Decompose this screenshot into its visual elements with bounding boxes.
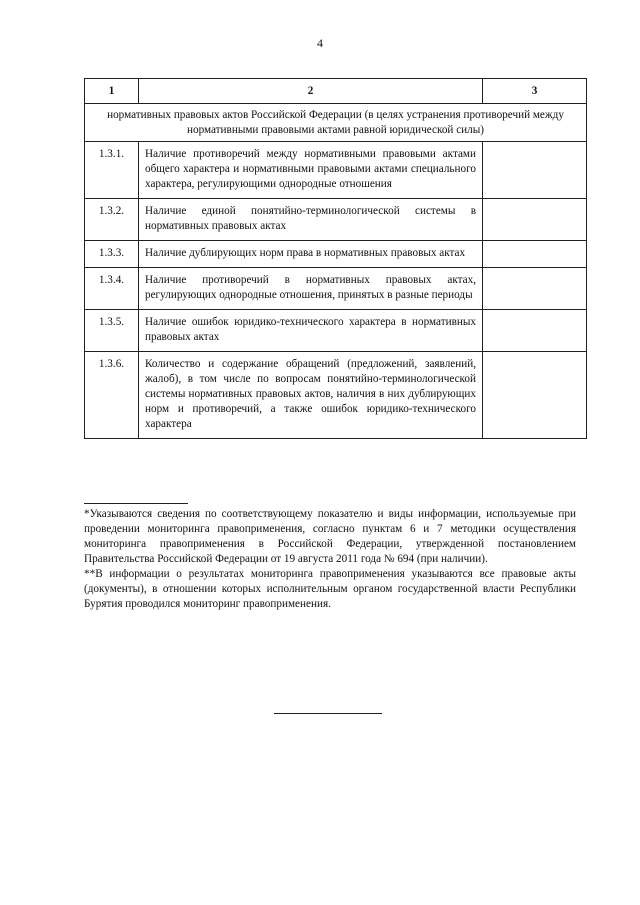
table-row xyxy=(85,142,587,199)
column-header-1: 1 xyxy=(85,79,139,104)
column-header-2: 2 xyxy=(139,79,483,104)
row-description: Наличие противоречий в нормативных правовых актах, регулирующих однородные отношения, принятых в разные периоды xyxy=(139,268,483,310)
row-value xyxy=(483,199,587,241)
column-header-3: 3 xyxy=(483,79,587,104)
row-value xyxy=(483,352,587,439)
row-number: 1.3.2. xyxy=(85,199,139,241)
row-value xyxy=(483,241,587,268)
row-description: Наличие противоречий между нормативными правовыми актами общего характера и нормативными правовыми актами специального характера, регулирующими однородные отношения xyxy=(139,142,483,199)
table-row xyxy=(85,241,587,268)
table-row xyxy=(85,268,587,310)
row-value xyxy=(483,268,587,310)
row-description: Наличие ошибок юридико-технического характера в нормативных правовых актах xyxy=(139,310,483,352)
end-divider xyxy=(274,713,382,714)
table-row xyxy=(85,352,587,439)
row-number: 1.3.5. xyxy=(85,310,139,352)
row-value xyxy=(483,310,587,352)
footnotes xyxy=(84,507,576,612)
table-header-row xyxy=(85,79,587,104)
footnote-2: **В информации о результатах мониторинга правоприменения указываются все правовые акты (документы), в отношении которых исполнительным органом государственной власти Республики Бурятия проводился мониторинг правоприменения. xyxy=(84,568,576,610)
row-number: 1.3.4. xyxy=(85,268,139,310)
continuation-text: нормативных правовых актов Российской Федерации (в целях устранения противоречий между нормативными правовыми актами равной юридической силы) xyxy=(85,104,587,142)
table-row xyxy=(85,310,587,352)
indicator-table xyxy=(84,78,587,439)
page-number: 4 xyxy=(317,36,323,50)
footnote-1: *Указываются сведения по соответствующему показателю и виды информации, используемые при проведении мониторинга правоприменения, согласно пунктам 6 и 7 методики осуществления мониторинга правоприменения в Российской Федерации, утвержденной постановлением Правительства Российской Федерации от 19 августа 2011 года № 694 (при наличии). xyxy=(84,508,576,565)
footnote-divider xyxy=(84,503,188,504)
row-description: Наличие единой понятийно-терминологической системы в нормативных правовых актах xyxy=(139,199,483,241)
row-value xyxy=(483,142,587,199)
row-number: 1.3.1. xyxy=(85,142,139,199)
row-description: Наличие дублирующих норм права в нормативных правовых актах xyxy=(139,241,483,268)
row-number: 1.3.6. xyxy=(85,352,139,439)
continuation-row xyxy=(85,104,587,142)
row-description: Количество и содержание обращений (предложений, заявлений, жалоб), в том числе по вопросам понятийно-терминологической системы нормативных правовых актов, наличия в них дублирующих норм и противоречий, а также ошибок юридико-технического характера xyxy=(139,352,483,439)
row-number: 1.3.3. xyxy=(85,241,139,268)
table-row xyxy=(85,199,587,241)
